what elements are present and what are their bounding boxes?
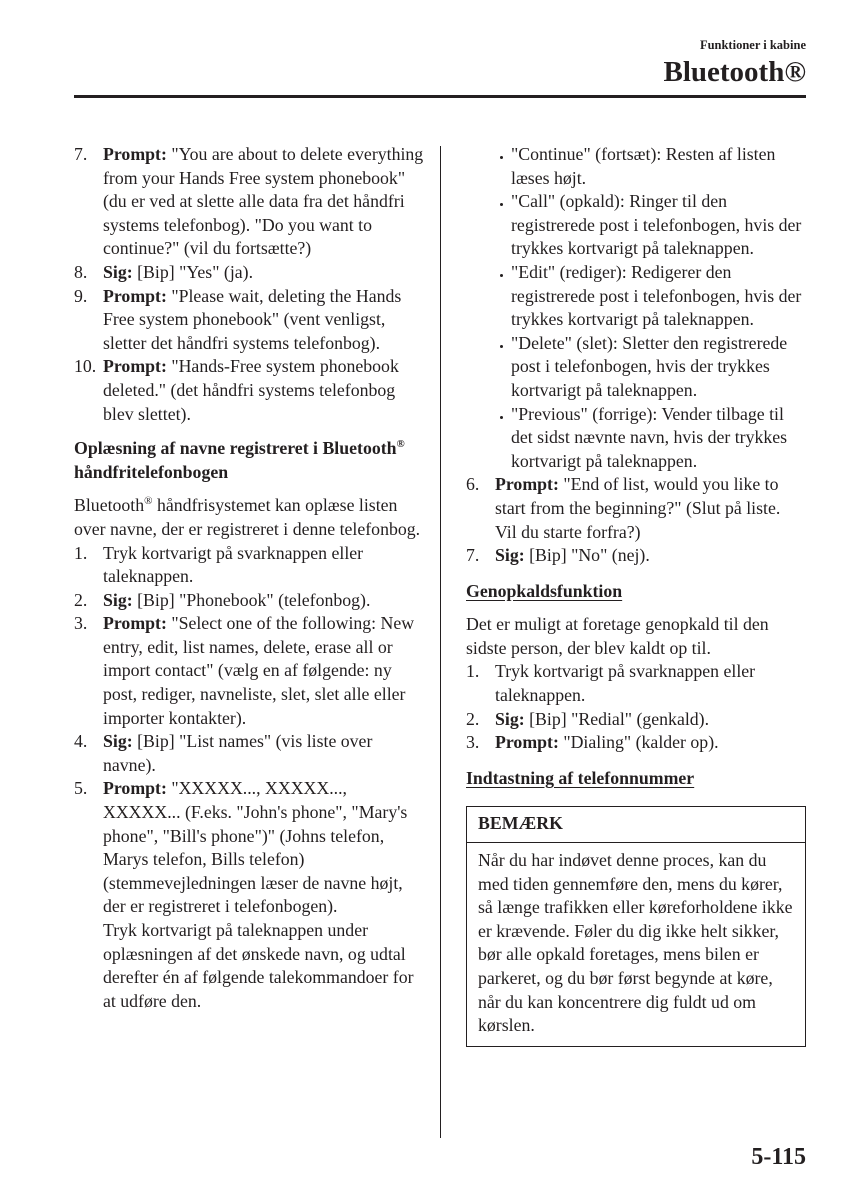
list-item: [74, 542, 426, 589]
list-item: [466, 708, 806, 732]
bullet-icon: [495, 261, 511, 332]
list-item: [74, 612, 426, 730]
item-number: 7.: [74, 144, 88, 164]
item-number: 10.: [74, 356, 97, 377]
item-label: Sig:: [103, 731, 133, 752]
bullet-item: "Edit" (rediger): Redigerer den registrerede post i telefonbogen, hvis der trykkes kortvarigt på taleknappen.: [495, 261, 806, 332]
item-text: "Select one of the following: New entry, edit, list names, delete, erase all or import contact" (vælg en af følgende: ny post, rediger, navneliste, slet, slet alle eller importer kontakter).: [103, 613, 415, 728]
bullet-item: "Delete" (slet): Sletter den registrerede post i telefonbogen, hvis der trykkes kortvarigt på taleknappen.: [495, 332, 806, 403]
item-number: 9.: [74, 285, 88, 306]
item-label: Prompt:: [103, 613, 167, 634]
bullet-item: "Continue" (fortsæt): Resten af listen læses højt.: [495, 143, 806, 190]
item-number: 4.: [74, 731, 88, 752]
item-label: Sig:: [103, 589, 133, 610]
item-label: Prompt:: [103, 144, 167, 164]
item-text: Tryk kortvarigt på svarknappen eller taleknappen.: [495, 661, 756, 706]
list-item: [466, 731, 806, 755]
bullet-icon: [495, 403, 511, 474]
item-number: 3.: [74, 613, 88, 634]
item-label: Sig:: [495, 708, 525, 729]
list-item: [74, 143, 426, 261]
item-text: Tryk kortvarigt på svarknappen eller taleknappen.: [103, 542, 364, 587]
note-title: BEMÆRK: [467, 807, 805, 843]
item-label: Prompt:: [495, 732, 559, 753]
item-label: Sig:: [103, 261, 133, 282]
list-item: [74, 730, 426, 777]
intro-paragraph: Bluetooth® håndfrisystemet kan oplæse listen over navne, der er registreret i denne telefonbog.: [74, 495, 421, 539]
item-text: "Dialing" (kalder op).: [563, 732, 719, 753]
bullet-item: "Previous" (forrige): Vender tilbage til det sidst nævnte navn, hvis der trykkes kortvarigt på taleknappen.: [495, 403, 806, 474]
item-label: Prompt:: [103, 356, 167, 377]
item-text: [Bip] "Phonebook" (telefonbog).: [137, 589, 371, 610]
item-text: [Bip] "No" (nej).: [529, 545, 650, 566]
item-label: Sig:: [495, 545, 525, 566]
item-number: 7.: [466, 545, 480, 566]
list-item: [74, 777, 426, 919]
item-label: Prompt:: [495, 474, 559, 495]
section-label: Funktioner i kabine: [699, 38, 806, 52]
list-item: [74, 589, 426, 613]
list-item: [466, 544, 806, 568]
item-text: "Please wait, deleting the Hands Free system phonebook" (vent venligst, sletter det håndfri systems telefonbog).: [103, 285, 402, 353]
item-number: 2.: [466, 708, 480, 729]
page-number: 5-115: [751, 1144, 806, 1170]
page-title: Bluetooth®: [663, 56, 806, 88]
redial-heading: Genopkaldsfunktion: [466, 580, 623, 601]
list-item: [74, 261, 426, 285]
header-rule: [74, 95, 806, 98]
list-item: [466, 473, 806, 544]
item-number: 3.: [466, 732, 480, 753]
item-number: 2.: [74, 589, 88, 610]
left-column: [74, 143, 426, 1013]
bullet-icon: [495, 332, 511, 403]
item-number: 1.: [466, 661, 480, 682]
column-divider: [440, 146, 441, 1138]
item-text: "Hands-Free system phonebook deleted." (det håndfri systems telefonbog blev slettet).: [103, 356, 399, 424]
item-label: Prompt:: [103, 285, 167, 306]
item-text: [Bip] "List names" (vis liste over navne).: [103, 731, 373, 775]
item-continuation: Tryk kortvarigt på taleknappen under oplæsningen af det ønskede navn, og udtal derefter én af følgende talekommandoer for at udføre den.: [103, 920, 414, 1011]
list-item: [466, 660, 806, 707]
section-heading: Oplæsning af navne registreret i Bluetooth® håndfritelefonbogen: [74, 438, 405, 482]
item-text: "XXXXX..., XXXXX..., XXXXX... (F.eks. "John's phone", "Mary's phone", "Bill's phone")" (Johns telefon, Marys telefon, Bills telefon) (stemmevejledningen læser de navne højt, der er registreret i telefonbogen).: [103, 778, 408, 917]
right-column: [466, 143, 806, 1047]
item-number: 6.: [466, 474, 480, 495]
item-label: Prompt:: [103, 778, 167, 799]
bullet-item: "Call" (opkald): Ringer til den registrerede post i telefonbogen, hvis der trykkes kortvarigt på taleknappen.: [495, 190, 806, 261]
note-box: [466, 806, 806, 1046]
item-text: "You are about to delete everything from your Hands Free system phonebook" (du er ved at slette alle data fra det håndfri systems telefonbog). "Do you want to continue?" (vil du fortsætte?): [103, 144, 424, 259]
redial-intro: Det er muligt at foretage genopkald til den sidste person, der blev kaldt op til.: [466, 614, 769, 658]
list-item: [74, 355, 426, 426]
item-text: [Bip] "Redial" (genkald).: [529, 708, 710, 729]
item-number: 8.: [74, 261, 88, 282]
list-item: [74, 285, 426, 356]
item-text: [Bip] "Yes" (ja).: [137, 261, 254, 282]
bullet-icon: [495, 190, 511, 261]
phone-entry-heading: Indtastning af telefonnummer: [466, 767, 695, 788]
bullet-icon: [495, 143, 511, 190]
item-number: 1.: [74, 542, 88, 563]
note-text: Når du har indøvet denne proces, kan du med tiden gennemføre den, mens du kører, så længe trafikken eller køreforholdene ikke er krævende. Føler du dig ikke helt sikker, bør alle opkald foretages, mens bilen er parkeret, og du bør først begynde at køre, når du kan koncentrere dig fuldt ud om kørslen.: [478, 850, 793, 1036]
item-text: "End of list, would you like to start from the beginning?" (Slut på liste. Vil du starte forfra?): [495, 474, 781, 542]
item-number: 5.: [74, 778, 88, 799]
